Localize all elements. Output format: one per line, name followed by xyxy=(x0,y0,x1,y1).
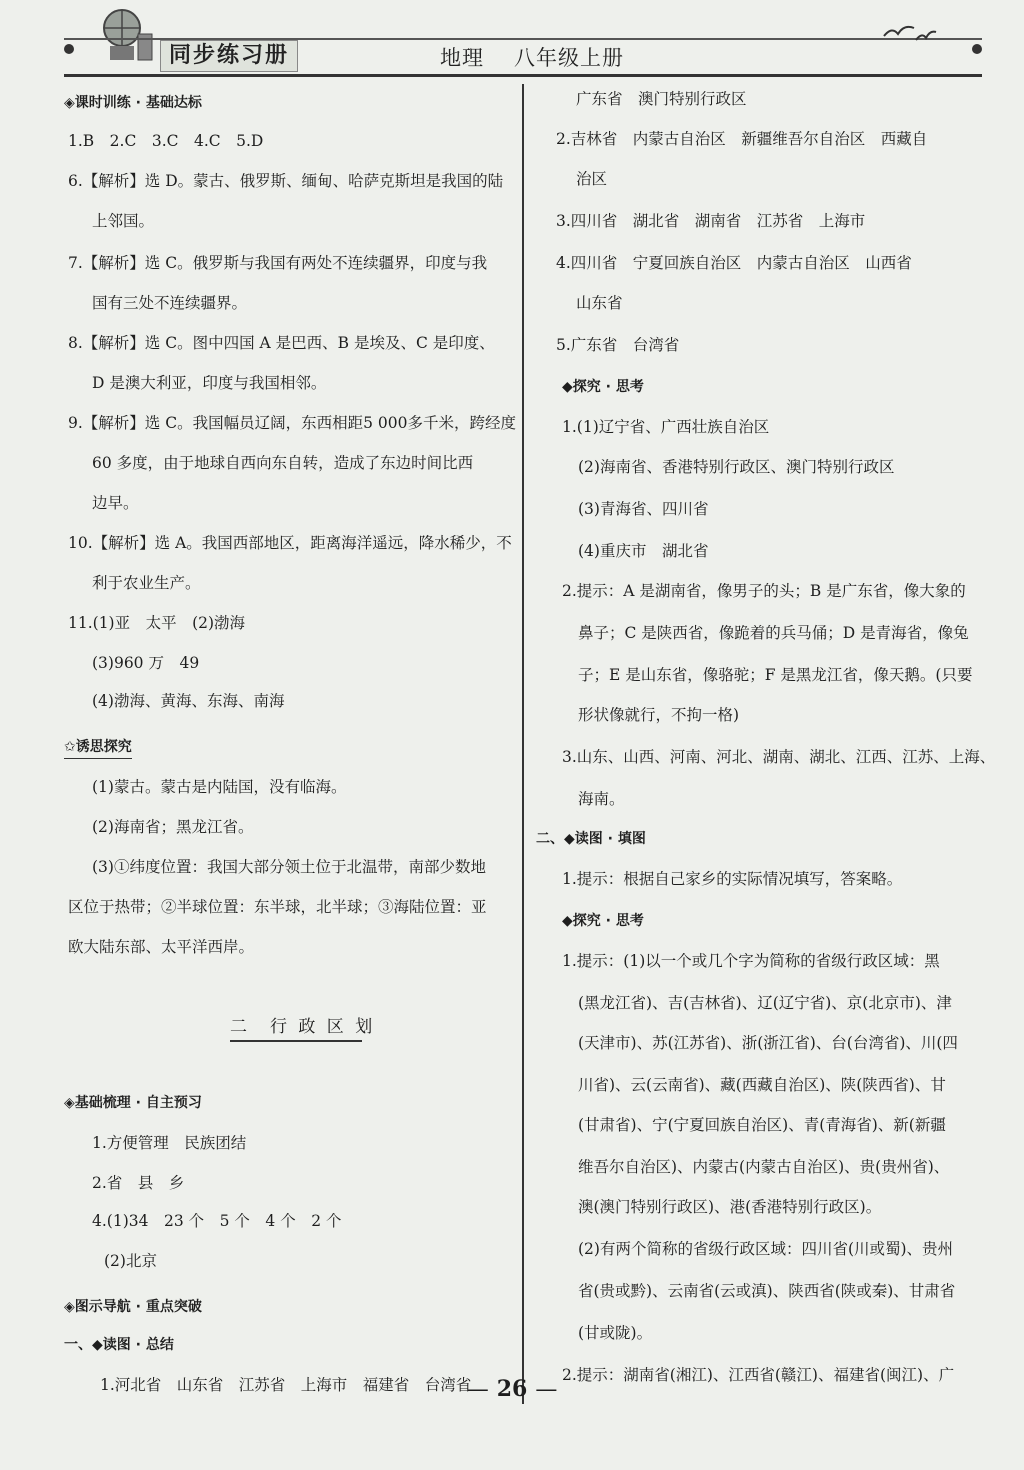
answer-line: 8.【解析】选 C。图中四国 A 是巴西、B 是埃及、C 是印度、 xyxy=(68,334,495,352)
header-dot-right xyxy=(972,44,982,54)
grade: 八年级上册 xyxy=(514,46,624,70)
answer-line: 4.(1)34 23 个 5 个 4 个 2 个 xyxy=(92,1212,342,1230)
answer-line: 11.(1)亚 太平 (2)渤海 xyxy=(68,614,246,632)
answer-line: 1.(1)辽宁省、广西壮族自治区 xyxy=(562,418,770,436)
answer-line: (4)渤海、黄海、东海、南海 xyxy=(92,692,285,710)
answer-line: 2.吉林省 内蒙古自治区 新疆维吾尔自治区 西藏自 xyxy=(556,130,928,148)
subsection-heading: 二、◆读图 · 填图 xyxy=(536,831,646,847)
answer-line: D 是澳大利亚，印度与我国相邻。 xyxy=(92,374,327,392)
answer-line: 利于农业生产。 xyxy=(92,574,201,592)
answer-line: 鼻子；C 是陕西省，像跪着的兵马俑；D 是青海省，像兔 xyxy=(578,624,969,642)
answer-line: (1)蒙古。蒙古是内陆国，没有临海。 xyxy=(92,778,347,796)
answer-line: 治区 xyxy=(576,170,608,188)
answer-line: 形状像就行，不拘一格) xyxy=(578,706,740,724)
answer-line: (2)北京 xyxy=(104,1252,157,1270)
answer-line: (甘或陇)。 xyxy=(578,1324,653,1342)
answer-line: 省(贵或黔)、云南省(云或滇)、陕西省(陕或秦)、甘肃省 xyxy=(578,1282,956,1300)
answer-line: 子；E 是山东省，像骆驼；F 是黑龙江省，像天鹅。(只要 xyxy=(578,666,973,684)
header-dot-left xyxy=(64,44,74,54)
answer-line: (天津市)、苏(江苏省)、浙(浙江省)、台(台湾省)、川(四 xyxy=(578,1034,958,1052)
birds-icon xyxy=(880,18,940,48)
page-number: — 26 — xyxy=(466,1376,558,1402)
answer-line: 1.提示：(1)以一个或几个字为简称的省级行政区域：黑 xyxy=(562,952,940,970)
answer-line: (黑龙江省)、吉(吉林省)、辽(辽宁省)、京(北京市)、津 xyxy=(578,994,952,1012)
section-heading: ◈课时训练 · 基础达标 xyxy=(64,95,202,111)
answer-line: 3.四川省 湖北省 湖南省 江苏省 上海市 xyxy=(556,212,866,230)
answer-line: 1.提示：根据自己家乡的实际情况填写，答案略。 xyxy=(562,870,903,888)
section-heading: ✩诱思探究 xyxy=(64,736,132,759)
answer-line: 欧大陆东部、太平洋西岸。 xyxy=(68,938,255,956)
answer-line: 国有三处不连续疆界。 xyxy=(92,294,248,312)
answer-line: (2)有两个简称的省级行政区域：四川省(川或蜀)、贵州 xyxy=(578,1240,954,1258)
answer-line: 9.【解析】选 C。我国幅员辽阔，东西相距5 000多千米，跨经度 xyxy=(68,414,516,432)
answer-line: 1.方便管理 民族团结 xyxy=(92,1134,247,1152)
column-divider xyxy=(522,84,524,1404)
answer-line: 2.提示：湖南省(湘江)、江西省(赣江)、福建省(闽江)、广 xyxy=(562,1366,955,1384)
answer-line: (2)海南省、香港特别行政区、澳门特别行政区 xyxy=(578,458,895,476)
section-heading: ◈图示导航 · 重点突破 xyxy=(64,1299,202,1315)
answer-line: 1.河北省 山东省 江苏省 上海市 福建省 台湾省 xyxy=(100,1376,472,1394)
answer-line: 2.省 县 乡 xyxy=(92,1174,185,1192)
answer-line: 1.B 2.C 3.C 4.C 5.D xyxy=(68,132,264,150)
answer-line: 60 多度，由于地球自西向东自转，造成了东边时间比西 xyxy=(92,454,474,472)
answer-line: 澳(澳门特别行政区)、港(香港特别行政区)。 xyxy=(578,1198,882,1216)
section-heading: ◆探究 · 思考 xyxy=(562,913,644,929)
answer-line: 上邻国。 xyxy=(92,212,155,230)
answer-line: 7.【解析】选 C。俄罗斯与我国有两处不连续疆界，印度与我 xyxy=(68,254,488,272)
answer-line: (3)①纬度位置：我国大部分领土位于北温带，南部少数地 xyxy=(92,858,486,876)
answer-line: (3)青海省、四川省 xyxy=(578,500,709,518)
answer-line: 4.四川省 宁夏回族自治区 内蒙古自治区 山西省 xyxy=(556,254,912,272)
answer-line: 川省)、云(云南省)、藏(西藏自治区)、陕(陕西省)、甘 xyxy=(578,1076,946,1094)
answer-line: 山东省 xyxy=(576,294,623,312)
subject-grade xyxy=(440,42,654,72)
answer-line: 6.【解析】选 D。蒙古、俄罗斯、缅甸、哈萨克斯坦是我国的陆 xyxy=(68,172,504,190)
answer-line: 5.广东省 台湾省 xyxy=(556,336,680,354)
answer-line: 10.【解析】选 A。我国西部地区，距离海洋遥远，降水稀少，不 xyxy=(68,534,512,552)
page-header xyxy=(0,0,1024,80)
answer-line: 区位于热带；②半球位置：东半球，北半球；③海陆位置：亚 xyxy=(68,898,487,916)
answer-line: (3)960 万 49 xyxy=(92,654,200,672)
answer-line: (4)重庆市 湖北省 xyxy=(578,542,709,560)
section-heading: ◈基础梳理 · 自主预习 xyxy=(64,1095,202,1111)
answer-line: 3.山东、山西、河南、河北、湖南、湖北、江西、江苏、上海、 xyxy=(562,748,996,766)
answer-line: 广东省 澳门特别行政区 xyxy=(576,90,747,108)
book-title: 同步练习册 xyxy=(160,40,298,72)
lesson-title-underline xyxy=(230,1040,362,1042)
subject: 地理 xyxy=(440,46,484,70)
section-heading: ◆探究 · 思考 xyxy=(562,379,644,395)
answer-line: 海南。 xyxy=(578,790,625,808)
answer-line: 2.提示：A 是湖南省，像男子的头；B 是广东省，像大象的 xyxy=(562,582,966,600)
answer-line: 边早。 xyxy=(92,494,139,512)
answer-line: 维吾尔自治区)、内蒙古(内蒙古自治区)、贵(贵州省)、 xyxy=(578,1158,950,1176)
answer-line: (甘肃省)、宁(宁夏回族自治区)、青(青海省)、新(新疆 xyxy=(578,1116,946,1134)
answer-line: (2)海南省；黑龙江省。 xyxy=(92,818,254,836)
subsection-heading: 一、◆读图 · 总结 xyxy=(64,1337,174,1353)
